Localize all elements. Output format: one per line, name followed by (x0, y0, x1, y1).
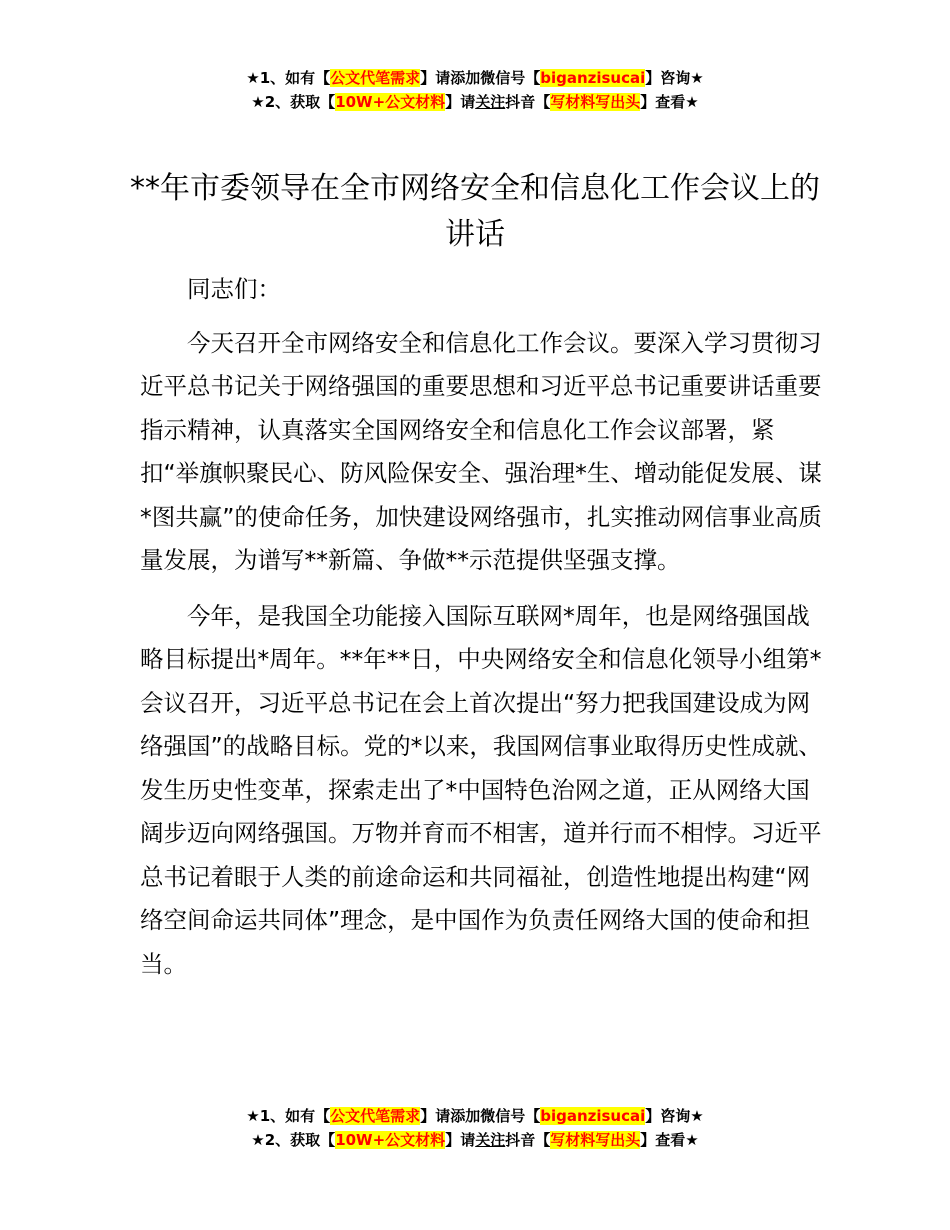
banner-line-1 (0, 66, 950, 90)
banner-highlight-service: 公文代笔需求 (330, 69, 421, 87)
greeting: 同志们： (187, 275, 281, 303)
header-banner (0, 66, 950, 114)
footer-highlight-service: 公文代笔需求 (330, 1107, 421, 1125)
footer-line-2-prefix: ★2、获取【 (251, 1131, 336, 1149)
banner-line-2-mid2: 抖音【 (505, 93, 551, 111)
document-body (140, 268, 830, 986)
footer-line-1-prefix: ★1、如有【 (246, 1107, 331, 1125)
footer-underlined-follow: 关注 (475, 1131, 506, 1149)
banner-highlight-wechat-id: biganzisucai (540, 69, 646, 87)
footer-line-1 (0, 1104, 950, 1128)
banner-underlined-follow: 关注 (475, 93, 506, 111)
footer-highlight-materials: 10W+公文材料 (335, 1131, 446, 1149)
paragraph-1: 今天召开全市网络安全和信息化工作会议。要深入学习贯彻习近平总书记关于网络强国的重要思想和习近平总书记重要讲话重要指示精神，认真落实全国网络安全和信息化工作会议部署，紧扣“举旗帜聚民心、防风险保安全、强治理*生、增动能促发展、谋*图共赢”的使命任务，加快建设网络强市，扎实推动网信事业高质量发展，为谱写**新篇、争做**示范提供坚强支撑。 (140, 328, 822, 574)
banner-line-2 (0, 90, 950, 114)
footer-line-2-mid: 】请 (445, 1131, 476, 1149)
footer-highlight-wechat-id: biganzisucai (540, 1107, 646, 1125)
footer-line-1-mid: 】请添加微信号【 (420, 1107, 541, 1125)
footer-line-2-suffix: 】查看★ (640, 1131, 699, 1149)
banner-line-1-mid: 】请添加微信号【 (420, 69, 541, 87)
footer-line-1-suffix: 】咨询★ (645, 1107, 704, 1125)
banner-highlight-account: 写材料写出头 (550, 93, 641, 111)
document-title: **年市委领导在全市网络安全和信息化工作会议上的讲话 (130, 171, 820, 252)
paragraph-2: 今年，是我国全功能接入国际互联网*周年，也是网络强国战略目标提出*周年。**年**日，中央网络安全和信息化领导小组第*会议召开，习近平总书记在会上首次提出“努力把我国建设成为网络强国”的战略目标。党的*以来，我国网信事业取得历史性成就、发生历史性变革，探索走出了*中国特色治网之道，正从网络大国阔步迈向网络强国。万物并育而不相害，道并行而不相悖。习近平总书记着眼于人类的前途命运和共同福祉，创造性地提出构建“网络空间命运共同体”理念，是中国作为负责任网络大国的使命和担当。 (140, 601, 822, 978)
banner-highlight-materials: 10W+公文材料 (335, 93, 446, 111)
footer-line-2-mid2: 抖音【 (505, 1131, 551, 1149)
footer-highlight-account: 写材料写出头 (550, 1131, 641, 1149)
footer-banner (0, 1104, 950, 1152)
banner-line-2-suffix: 】查看★ (640, 93, 699, 111)
banner-line-2-prefix: ★2、获取【 (251, 93, 336, 111)
banner-line-2-mid: 】请 (445, 93, 476, 111)
footer-line-2 (0, 1128, 950, 1152)
banner-line-1-prefix: ★1、如有【 (246, 69, 331, 87)
banner-line-1-suffix: 】咨询★ (645, 69, 704, 87)
